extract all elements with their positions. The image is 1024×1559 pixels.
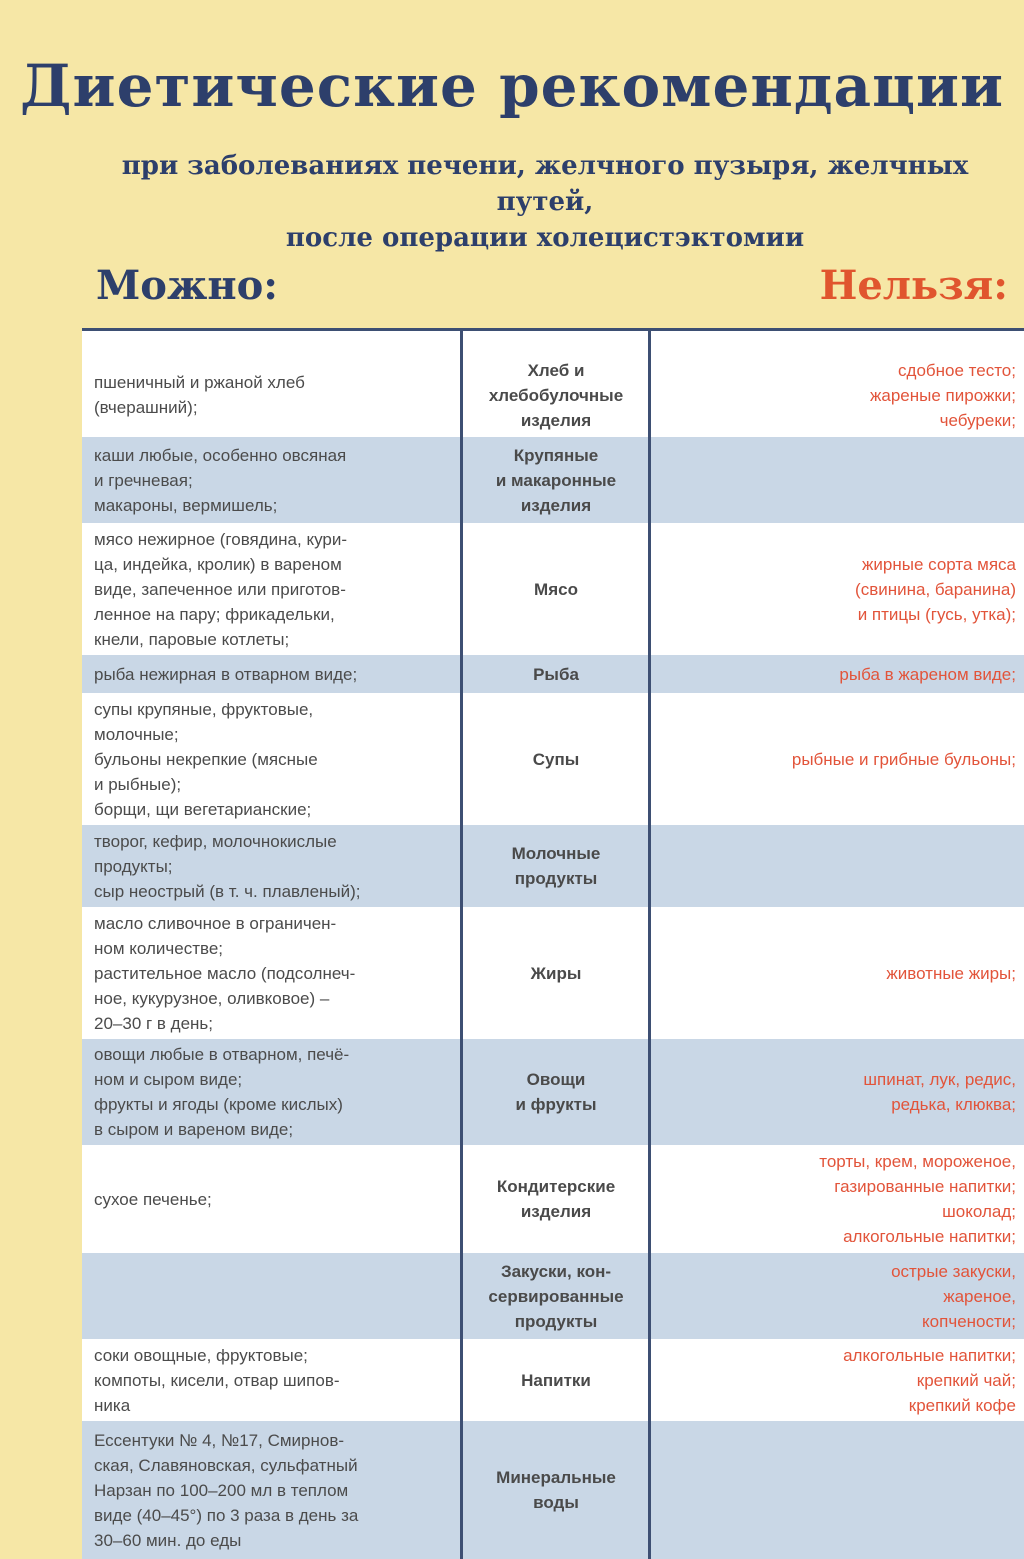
- forbidden-cell: [650, 1421, 1024, 1559]
- table-row: [82, 1145, 1024, 1253]
- table-row: [82, 1339, 1024, 1421]
- category-cell: Жиры: [530, 963, 582, 983]
- forbidden-cell: [650, 825, 1024, 907]
- forbidden-heading: Нельзя:: [819, 262, 1008, 309]
- table-row: [82, 523, 1024, 655]
- forbidden-cell: жирные сорта мяса (свинина, баранина) и птицы (гусь, утка);: [855, 554, 1016, 624]
- category-cell: Крупяные и макаронные изделия: [495, 445, 617, 515]
- table-row: [82, 907, 1024, 1039]
- table-row: [82, 1039, 1024, 1145]
- allowed-cell: овощи любые в отварном, печё- ном и сыром виде; фрукты и ягоды (кроме кислых) в сыром и вареном виде;: [94, 1045, 350, 1139]
- forbidden-cell: шпинат, лук, редис, редька, клюква;: [863, 1070, 1016, 1114]
- category-cell: Супы: [532, 749, 580, 769]
- allowed-cell: пшеничный и ржаной хлеб (вчерашний);: [94, 373, 305, 417]
- allowed-heading: Можно:: [96, 262, 279, 309]
- subtitle-text: при заболеваниях печени, желчного пузыря, желчных путей, после операции холецистэктомии: [121, 151, 969, 253]
- table-row: [82, 1421, 1024, 1559]
- forbidden-cell: [650, 437, 1024, 523]
- table-row: [82, 693, 1024, 825]
- allowed-cell: каши любые, особенно овсяная и гречневая; макароны, вермишель;: [94, 445, 347, 515]
- forbidden-cell: острые закуски, жареное, копчености;: [891, 1261, 1016, 1331]
- forbidden-cell: сдобное тесто; жареные пирожки; чебуреки;: [870, 360, 1016, 430]
- category-cell: Рыба: [533, 664, 579, 684]
- table-row: [82, 353, 1024, 437]
- forbidden-cell: алкогольные напитки; крепкий чай; крепкий кофе: [843, 1345, 1016, 1415]
- category-cell: Кондитерские изделия: [496, 1177, 616, 1221]
- allowed-cell: мясо нежирное (говядина, кури- ца, индейка, кролик) в вареном виде, запеченное или приготов- ленное на пару; фрикадельки, кнели, паровые котлеты;: [94, 529, 347, 649]
- column-divider-right: [648, 331, 651, 1559]
- category-cell: Напитки: [521, 1370, 591, 1390]
- table-row: [82, 437, 1024, 523]
- allowed-cell: супы крупяные, фруктовые, молочные; бульоны некрепкие (мясные и рыбные); борщи, щи вегетарианские;: [94, 699, 318, 819]
- allowed-cell: рыба нежирная в отварном виде;: [94, 664, 358, 684]
- page-title: Диетические рекомендации: [19, 52, 1004, 120]
- table-row: [82, 1253, 1024, 1339]
- allowed-cell: Ессентуки № 4, №17, Смирнов- ская, Славяновская, сульфатный Нарзан по 100–200 мл в теплом виде (40–45°) по 3 раза в день за 30–60 мин. до еды: [94, 1430, 359, 1550]
- forbidden-cell: рыбные и грибные бульоны;: [791, 749, 1016, 769]
- category-cell: Мясо: [534, 579, 578, 599]
- diet-table: [82, 331, 1024, 1559]
- allowed-cell: сухое печенье;: [94, 1189, 212, 1209]
- category-cell: Хлеб и хлебобулочные изделия: [488, 360, 624, 430]
- column-divider-left: [460, 331, 463, 1559]
- allowed-cell: творог, кефир, молочнокислые продукты; сыр неострый (в т. ч. плавленый);: [94, 831, 361, 901]
- category-cell: Молочные продукты: [511, 844, 601, 888]
- table-row: [82, 655, 1024, 693]
- page-subtitle: [110, 148, 980, 256]
- allowed-cell: соки овощные, фруктовые; компоты, кисели, отвар шипов- ника: [94, 1345, 340, 1415]
- table-row: [82, 825, 1024, 907]
- forbidden-cell: торты, крем, мороженое, газированные напитки; шоколад; алкогольные напитки;: [819, 1152, 1016, 1246]
- category-cell: Минеральные воды: [496, 1468, 616, 1512]
- category-cell: Овощи и фрукты: [515, 1070, 597, 1114]
- category-cell: Закуски, кон- сервированные продукты: [488, 1261, 624, 1331]
- forbidden-cell: рыба в жареном виде;: [839, 664, 1016, 684]
- table-top-gap: [82, 331, 1024, 353]
- allowed-cell: масло сливочное в ограничен- ном количестве; растительное масло (подсолнеч- ное, кукурузное, оливковое) – 20–30 г в день;: [94, 913, 356, 1033]
- forbidden-cell: животные жиры;: [886, 963, 1016, 983]
- allowed-cell: [82, 1253, 462, 1339]
